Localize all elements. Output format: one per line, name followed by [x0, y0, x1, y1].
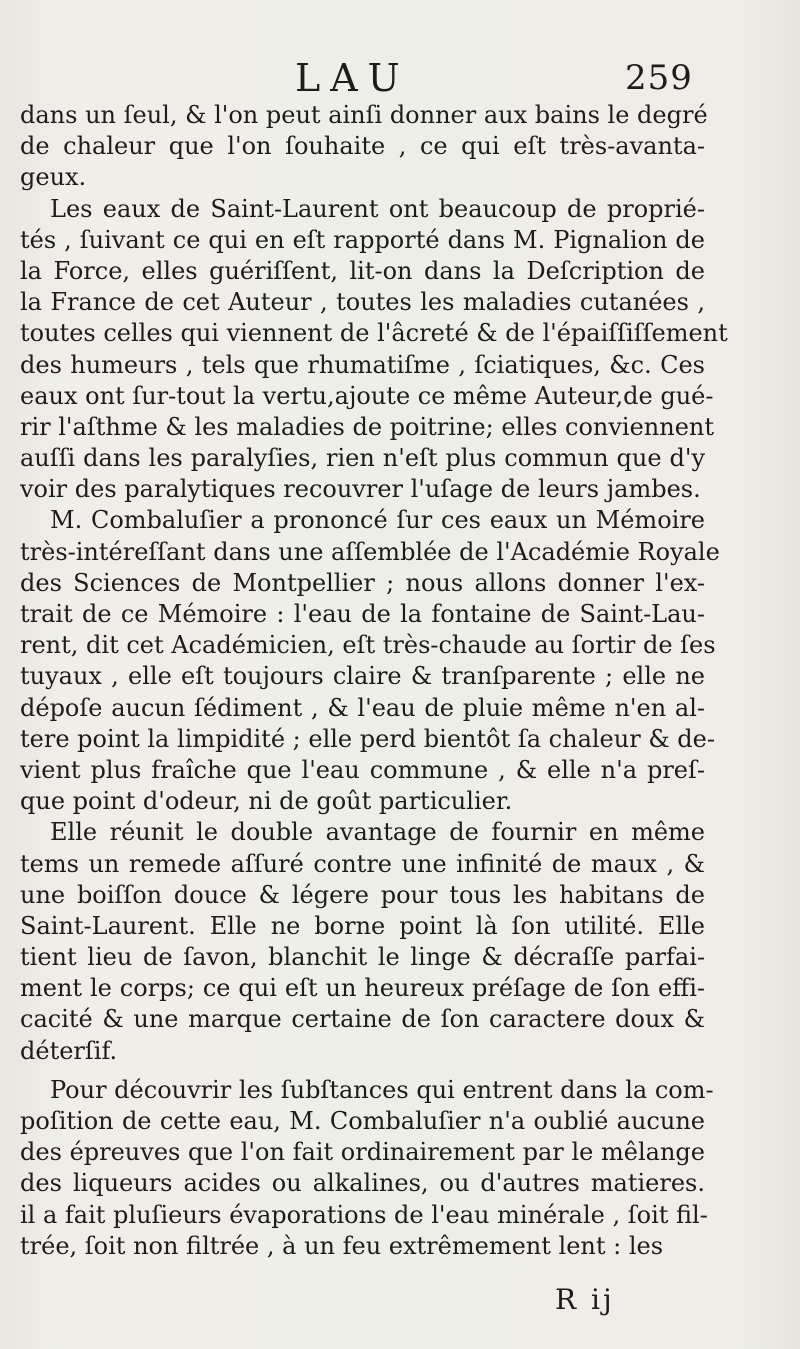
paragraph	[20, 100, 708, 194]
paragraph	[20, 1075, 714, 1262]
text-line: très-intéreſſant dans une aſſemblée de l'Académie Royale	[20, 537, 720, 566]
paragraph-gap	[20, 1067, 705, 1075]
text-line: déterſif.	[20, 1036, 118, 1065]
text-line: geux.	[20, 163, 87, 192]
text-line: trée, ſoit non filtrée , à un feu extrêmement lent : les	[20, 1231, 664, 1260]
text-line: rent, dit cet Académicien, eſt très-chaude au ſortir de ſes	[20, 631, 716, 660]
text-line: voir des paralytiques recouvrer l'uſage de leurs jambes.	[20, 475, 701, 504]
text-line: rir l'aſthme & les maladies de poitrine; elles conviennent	[20, 412, 715, 441]
paragraph	[20, 505, 720, 817]
text-line: tere point la limpidité ; elle perd bientôt ſa chaleur & de-	[20, 724, 715, 753]
text-line: que point d'odeur, ni de goût particulier.	[20, 787, 513, 816]
paragraph	[20, 194, 728, 506]
text-line: Pour découvrir les ſubſtances qui entrent dans la com-	[50, 1075, 714, 1104]
body-text	[20, 100, 728, 1262]
page-header	[0, 48, 800, 108]
text-line: tems un remede aſſuré contre une infinité de maux , &	[20, 849, 705, 878]
text-line: M. Combaluſier a prononcé ſur ces eaux un Mémoire	[50, 506, 705, 535]
text-line: une boiſſon douce & légere pour tous les habitans de	[20, 880, 705, 909]
text-line: des épreuves que l'on fait ordinairement par le mêlange	[20, 1138, 705, 1167]
text-line: dans un ſeul, & l'on peut ainſi donner aux bains le degré	[20, 101, 708, 129]
text-line: de chaleur que l'on ſouhaite , ce qui eſt très-avanta-	[20, 132, 705, 161]
text-line: des humeurs , tels que rhumatiſme , ſciatiques, &c. Ces	[20, 350, 705, 379]
text-line: des Sciences de Montpellier ; nous allons donner l'ex-	[20, 568, 705, 597]
text-line: auſſi dans les paralyſies, rien n'eſt plus commun que d'y	[20, 444, 705, 473]
text-line: ment le corps; ce qui eſt un heureux préſage de ſon effi-	[20, 974, 705, 1003]
text-line: tés , ſuivant ce qui en eſt rapporté dans M. Pignalion de	[20, 225, 705, 254]
signature-mark: R ij	[555, 1283, 615, 1316]
text-line: tuyaux , elle eſt toujours claire & tranſparente ; elle ne	[20, 662, 705, 691]
text-line: des liqueurs acides ou alkalines, ou d'autres matieres.	[20, 1169, 705, 1198]
text-line: la Force, elles guériſſent, lit-on dans la Deſcription de	[20, 256, 705, 285]
text-line: tient lieu de ſavon, blanchit le linge & décraſſe parfai-	[20, 943, 705, 972]
text-line: vient plus fraîche que l'eau commune , & elle n'a preſ-	[20, 755, 705, 784]
text-line: Elle réunit le double avantage de fournir en même	[50, 818, 705, 847]
running-head: LAU	[295, 56, 410, 100]
text-line: toutes celles qui viennent de l'âcreté & de l'épaiſſiſſement	[20, 319, 728, 348]
text-line: eaux ont ſur-tout la vertu,ajoute ce même Auteur,de gué-	[20, 381, 714, 410]
page-number: 259	[625, 58, 693, 98]
text-line: cacité & une marque certaine de ſon caractere doux &	[20, 1005, 705, 1034]
text-line: dépoſe aucun ſédiment , & l'eau de pluie même n'en al-	[20, 693, 705, 722]
text-line: la France de cet Auteur , toutes les maladies cutanées ,	[20, 288, 705, 317]
text-line: Saint-Laurent. Elle ne borne point là ſon utilité. Elle	[20, 911, 705, 940]
text-line: Les eaux de Saint-Laurent ont beaucoup de proprié-	[50, 194, 705, 223]
paragraph	[20, 817, 705, 1067]
text-line: il a fait pluſieurs évaporations de l'eau minérale , ſoit fil-	[20, 1200, 708, 1229]
text-line: poſition de cette eau, M. Combaluſier n'a oublié aucune	[20, 1107, 705, 1135]
text-line: trait de ce Mémoire : l'eau de la fontaine de Saint-Lau-	[20, 600, 705, 628]
